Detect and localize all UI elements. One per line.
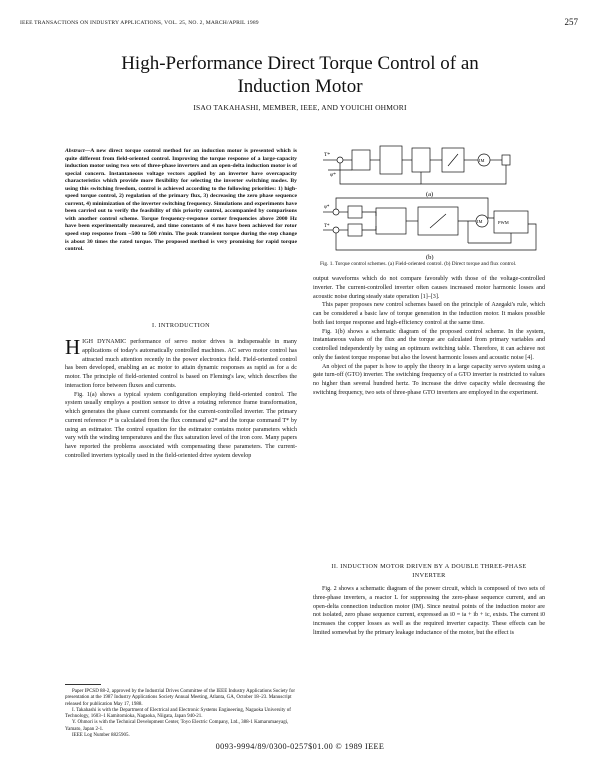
section-2-heading-line-2: INVERTER [412,572,446,579]
footnote-4: IEEE Log Number 8825905. [72,733,130,739]
copyright-footer: 0093-9994/89/0300-0257$01.00 © 1989 IEEE [215,742,385,751]
title-line-2: Induction Motor [237,76,363,97]
journal-header: IEEE TRANSACTIONS ON INDUSTRY APPLICATIONS, VOL. 25, NO. 2, MARCH/APRIL 1989 [20,20,259,26]
paragraph-4: Fig. 1(b) shows a schematic diagram of the proposed control scheme. In the system, instantaneous values of the flux and the torque are calculated from primary variables and controlled independently by using an optimum switching table. Therefore, it can achieve not only the fastest torque response but also the lowest harmonic losses and acoustic noise [4]. [313,328,545,361]
figure-1a-label: (a) [426,191,434,198]
figure-1a [323,146,510,184]
abstract-label: Abstract [65,148,85,154]
footnote-2: I. Takahashi is with the Department of Electrical and Electronic Systems Engineering, Nagaoka University of Technology, 1603–1 Kamitomioka, Nagaoka, Niigata, Japan 940-21. [65,707,291,720]
paper-title [0,52,600,98]
intro-paragraph-1 [65,335,297,391]
page-number: 257 [564,17,578,27]
section-2-heading-line-1: II. INDUCTION MOTOR DRIVEN BY A DOUBLE THREE-PHASE [331,563,527,570]
footnote-1: Paper IPCSD 88-2, approved by the Industrial Drives Committee of the IEEE Industry Applications Society for presentation at the 1987 Industry Applications Society Annual Meeting, Atlanta, GA, October 18–23. Manuscript released for publication May 17, 1988. [65,689,296,707]
flux-ref-label-b: φ* [324,205,330,210]
figure-1b-label: (b) [426,254,434,260]
footnotes [65,689,295,739]
switching-table-block [376,208,406,234]
footnote-rule [65,684,101,685]
figure-1-caption: Fig. 1. Torque control schemes. (a) Field-oriented control. (b) Direct torque and flux control. [320,261,517,267]
footnote-3: Y. Ohmori is with the Technical Development Center, Toyo Electric Company, Ltd., 388-1 Kamarumaeyagi, Yamato, Japan 2-1. [65,720,289,732]
speed-controller-block [352,150,370,170]
abstract-text: —A new direct torque control method for an induction motor is presented which is quite different from field-oriented control. Improving the torque response of a large-capacity induction motor using two sets of three-phase inverters and an open-delta induction motor is of special concern. Instantaneous voltage vectors applied by an inverter have overcapacity characteristics which provide more flexibility for selecting the inverter switching modes. By using this switching freedom, control is achieved according to the following priorities: 1) high-speed torque control, 2) regulation of the primary flux, 3) decreasing the zero phase sequence current, 4) minimization of the inverter switching frequency. Simulations and experiments have been carried out to verify the feasibility of this priority control, accompanied by comparisons with another control scheme. Torque frequency-response corner frequencies above 2000 Hz have been experimentally measured, and time constants of 4 ms have been achieved for rotor speed step response from −500 to 500 r/min. The peak transient torque during the step change is about 30 times the rated torque. The proposed method is very promising for rapid torque control. [65,148,297,253]
torque-ref-label-b: T* [324,224,330,229]
torque-hysteresis-block [348,224,362,236]
intro-paragraph-2: Fig. 1(a) shows a typical system configuration employing field-oriented control. The system usually employs a position sensor to drive a rotating reference frame transformation, which generates the phase current commands for the current-controlled inverter. The primary current reference i* is calculated from the flux command φ2* and the torque command T* by using an estimator. The control equation for the estimator contains motor parameters which vary with the winding temperatures and the flux saturation level of the iron core. Many papers have reported the problems associated with compensating these parameters. The current-controlled inverters typically used in the field-oriented drive system develop [65,391,297,459]
section-2-paragraph-1: Fig. 2 shows a schematic diagram of the power circuit, which is composed of two sets of three-phase inverters, a reactor L for suppressing the zero-phase sequence current, and an open-delta connection induction motor (IM). Since neutral points of the induction motor are not isolated, zero phase sequence current, expressed as i0 = ia + ib + ic, exists. The current i0 increases the copper losses as well as the required inverter capacity. These effects can be limited somewhat by the primary leakage inductance of the motor, but the effect is [313,586,545,636]
author-line: ISAO TAKAHASHI, MEMBER, IEEE, AND YOUICHI OHMORI [193,103,407,112]
continued-paragraph: output waveforms which do not compare favorably with those of the voltage-controlled inverter. The current-controlled inverter often causes increased motor harmonic losses and acoustic noise during steady state operation [1]–[3]. [313,276,545,300]
coordinate-transform-block [412,148,430,172]
pwm-label: PWM [498,220,509,225]
estimator-block [380,146,402,174]
section-heading-2 [313,562,545,580]
torque-command-label: T* [324,152,331,158]
intro-paragraph-1-text: performance of servo motor drives is indispensable in many applications of today's automatically controlled machines. AC servo motor control has attracted much attention recently in the power electronics field. Field-oriented control has been developed, enabling an ac motor to attain dynamic responses as rapid as for a dc motor. The principle of field-oriented control is based on Fleming's law, which describes the interaction force between fluxes and currents. [65,339,297,389]
abstract [65,148,297,254]
paragraph-3: This paper proposes new control schemes based on the principle of Azegaki's rule, which can be considered a basic law of torque generation in the induction motor. It makes possible both fast torque response and high-efficiency control at the same time. [313,302,545,326]
summing-junction [337,157,343,163]
flux-hysteresis-block [348,206,362,218]
left-column-body [65,335,297,461]
title-line-1: High-Performance Direct Torque Control of an [121,53,479,74]
section-heading-introduction: I. INTRODUCTION [152,322,210,329]
figure-1-diagrams [318,138,543,260]
flux-command-label: φ* [330,172,336,178]
motor-label-b: IM [477,219,483,224]
lead-in: IGH DYNAMIC [82,339,127,345]
position-sensor [502,155,510,165]
motor-label-a: IM [479,158,485,163]
right-column-body [313,275,545,398]
paragraph-5: An object of the paper is how to apply the theory in a large capacity servo system using a gate turn-off (GTO) inverter. The switching frequency of a GTO inverter is restricted to values no higher than several hundred hertz. To increase the drive capacity while decreasing the switching frequency, two sets of three-phase GTO inverters are employed in the experiment. [313,363,545,396]
section-2-body [313,585,545,638]
drop-cap: H [65,335,81,359]
